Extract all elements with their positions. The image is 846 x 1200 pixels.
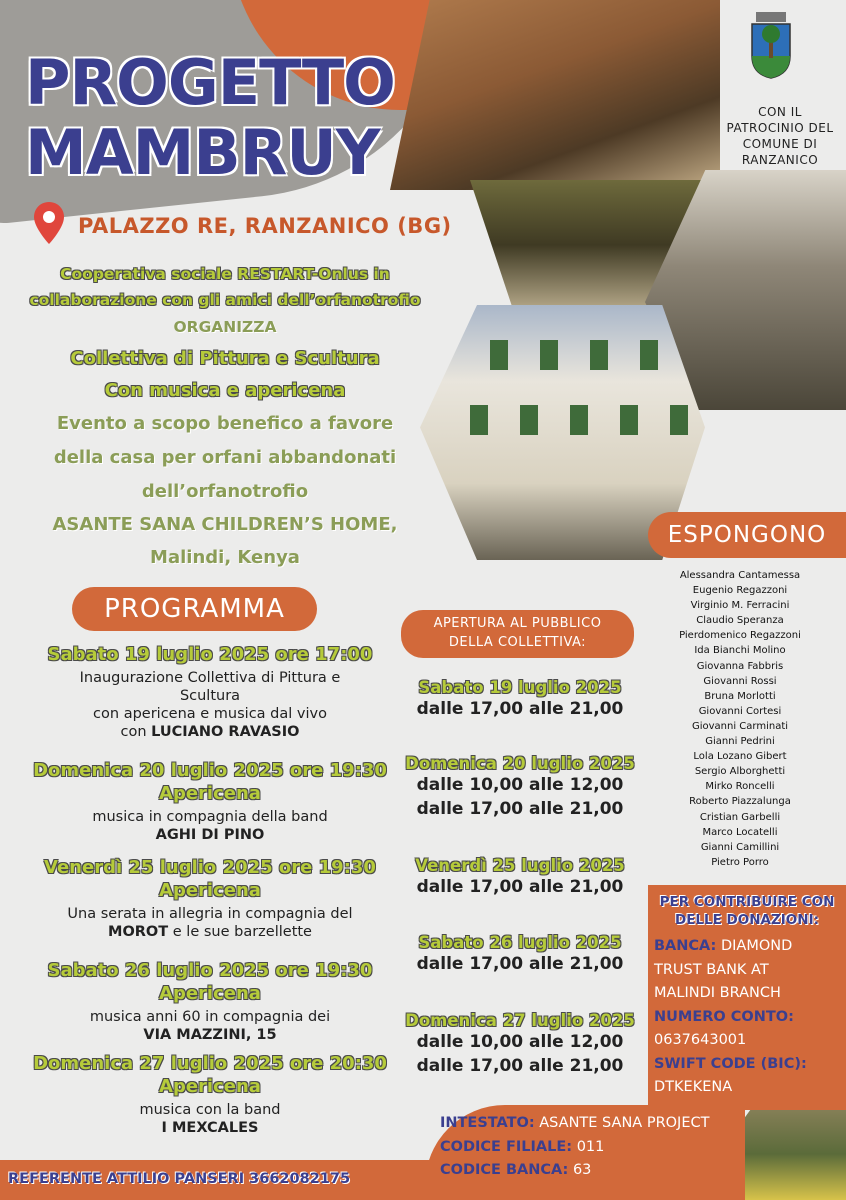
intro-line-1: Cooperativa sociale RESTART-Onlus in: [60, 265, 390, 283]
intro-line-7: della casa per orfani abbandonati: [53, 447, 397, 468]
bank-details-text: INTESTATO: ASANTE SANA PROJECT CODICE FILIALE: 011 CODICE BANCA: 63: [440, 1115, 710, 1178]
artist-name: Gianni Pedrini: [705, 736, 775, 748]
artist-name: Gianni Camillini: [700, 841, 780, 853]
artist-name: Lola Lozano Gibert: [693, 751, 787, 763]
artist-name: Eugenio Regazzoni: [692, 585, 788, 597]
comune-crest-icon: [748, 10, 794, 80]
opening-5: Domenica 27 luglio 2025 dalle 10,00 alle 12,00 dalle 17,00 alle 21,00: [405, 1011, 635, 1076]
artists-list: [650, 568, 830, 870]
location-pin-icon: [32, 200, 66, 246]
artist-name: Mirko Roncelli: [705, 781, 775, 793]
artist-name: Sergio Alborghetti: [694, 766, 786, 778]
artist-name: Alessandra Cantamessa: [679, 570, 801, 581]
children-playing-photo: [390, 0, 720, 190]
program-item-2: Domenica 20 luglio 2025 ore 19:30 Apericena musica in compagnia della band AGHI DI PINO: [33, 760, 387, 843]
intro-line-9: ASANTE SANA CHILDREN’S HOME,: [52, 514, 398, 535]
title-line-2: MAMBRUY: [25, 116, 380, 189]
artist-name: Virginio M. Ferracini: [690, 600, 790, 612]
program-item-3: Venerdì 25 luglio 2025 ore 19:30 Apericena Una serata in allegria in compagnia del MOROT e le sue barzellette: [44, 857, 376, 940]
artist-name: Giovanni Rossi: [703, 675, 777, 687]
apertura-header: APERTURA AL PUBBLICO DELLA COLLETTIVA:: [401, 610, 634, 658]
intro-line-10: Malindi, Kenya: [150, 547, 300, 568]
intro-musica: Con musica e apericena: [104, 380, 346, 401]
referente-contact: REFERENTE ATTILIO PANSERI 3662082175: [8, 1171, 351, 1187]
artist-name: Bruna Morlotti: [704, 690, 776, 702]
patrocinio-text: CON IL PATROCINIO DEL COMUNE DI RANZANICO: [726, 105, 834, 167]
donations-box: PER CONTRIBUIRE CON DELLE DONAZIONI: BANCA: DIAMOND TRUST BANK AT MALINDI BRANCH NUMERO CONTO: 0637643001 SWIFT CODE (BIC): DTKEKENA: [648, 885, 846, 1110]
event-location: PALAZZO RE, RANZANICO (BG): [78, 214, 452, 238]
intro-collettiva: Collettiva di Pittura e Scultura: [70, 348, 380, 369]
intro-line-2: collaborazione con gli amici dell’orfanotrofio: [29, 291, 421, 309]
artist-name: Roberto Piazzalunga: [689, 796, 791, 808]
program-item-4: Sabato 26 luglio 2025 ore 19:30 Apericena musica anni 60 in compagnia dei VIA MAZZINI, 15: [47, 960, 373, 1043]
artist-name: Giovanni Carminati: [691, 720, 789, 732]
artist-name: Pierdomenico Regazzoni: [679, 630, 801, 642]
artist-name: Giovanni Cortesi: [698, 705, 782, 717]
artist-name: Ida Bianchi Molino: [694, 645, 786, 657]
opening-1: Sabato 19 luglio 2025 dalle 17,00 alle 21,00: [416, 678, 624, 719]
title-line-1: PROGETTO: [25, 46, 395, 119]
program-item-1: Sabato 19 luglio 2025 ore 17:00 Inaugurazione Collettiva di Pittura e Scultura con apericena e musica dal vivo con LUCIANO RAVASIO: [0, 644, 420, 741]
artist-name: Giovanna Fabbris: [696, 660, 784, 672]
intro-organizza: ORGANIZZA: [173, 318, 277, 336]
artist-name: Pietro Porro: [711, 856, 769, 868]
artist-name: Marco Locatelli: [702, 826, 778, 838]
intro-line-6: Evento a scopo benefico a favore: [56, 413, 394, 434]
artist-name: Claudio Speranza: [696, 615, 784, 627]
opening-4: Sabato 26 luglio 2025 dalle 17,00 alle 21,00: [416, 933, 624, 974]
espongono-header: ESPONGONO: [648, 512, 846, 558]
intro-line-8: dell’orfanotrofio: [141, 481, 309, 502]
program-item-5: Domenica 27 luglio 2025 ore 20:30 Apericena musica con la band I MEXCALES: [33, 1053, 387, 1136]
artist-name: Cristian Garbelli: [699, 811, 781, 823]
program-date: Sabato 19 luglio 2025 ore 17:00: [47, 644, 373, 665]
opening-3: Venerdì 25 luglio 2025 dalle 17,00 alle 21,00: [415, 856, 625, 897]
programma-header: PROGRAMMA: [72, 587, 317, 631]
opening-2: Domenica 20 luglio 2025 dalle 10,00 alle 12,00 dalle 17,00 alle 21,00: [405, 754, 635, 819]
